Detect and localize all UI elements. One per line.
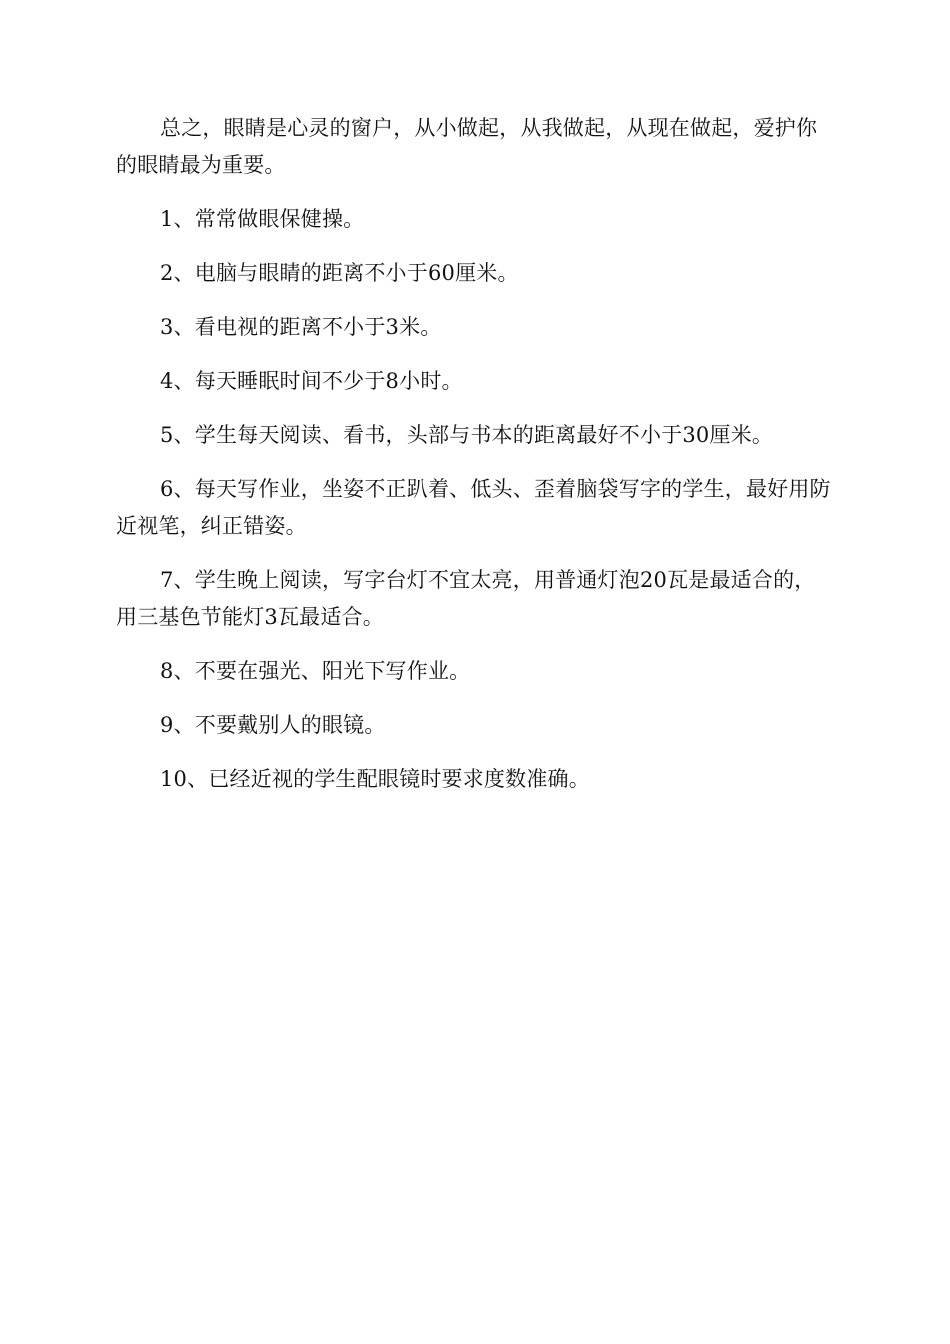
list-item-1: 1、常常做眼保健操。: [160, 207, 365, 231]
list-item-7: 7、学生晚上阅读，写字台灯不宜太亮，用普通灯泡20瓦是最适合的，用三基色节能灯3瓦最适合。: [116, 568, 816, 629]
list-item-10: 10、已经近视的学生配眼镜时要求度数准确。: [160, 767, 590, 791]
list-item-6: 6、每天写作业，坐姿不正趴着、低头、歪着脑袋写字的学生，最好用防近视笔，纠正错姿。: [116, 477, 831, 538]
list-item-5: 5、学生每天阅读、看书，头部与书本的距离最好不小于30厘米。: [160, 423, 774, 447]
list-item-8: 8、不要在强光、阳光下写作业。: [160, 659, 471, 683]
list-item-9: 9、不要戴别人的眼镜。: [160, 713, 386, 737]
list-item-2: 2、电脑与眼睛的距离不小于60厘米。: [160, 261, 519, 285]
document-body: [116, 110, 836, 815]
list-item-4: 4、每天睡眠时间不少于8小时。: [160, 369, 463, 393]
paragraph-conclusion: 总之，眼睛是心灵的窗户，从小做起，从我做起，从现在做起，爱护你的眼睛最为重要。: [116, 116, 818, 177]
list-item-3: 3、看电视的距离不小于3米。: [160, 315, 442, 339]
